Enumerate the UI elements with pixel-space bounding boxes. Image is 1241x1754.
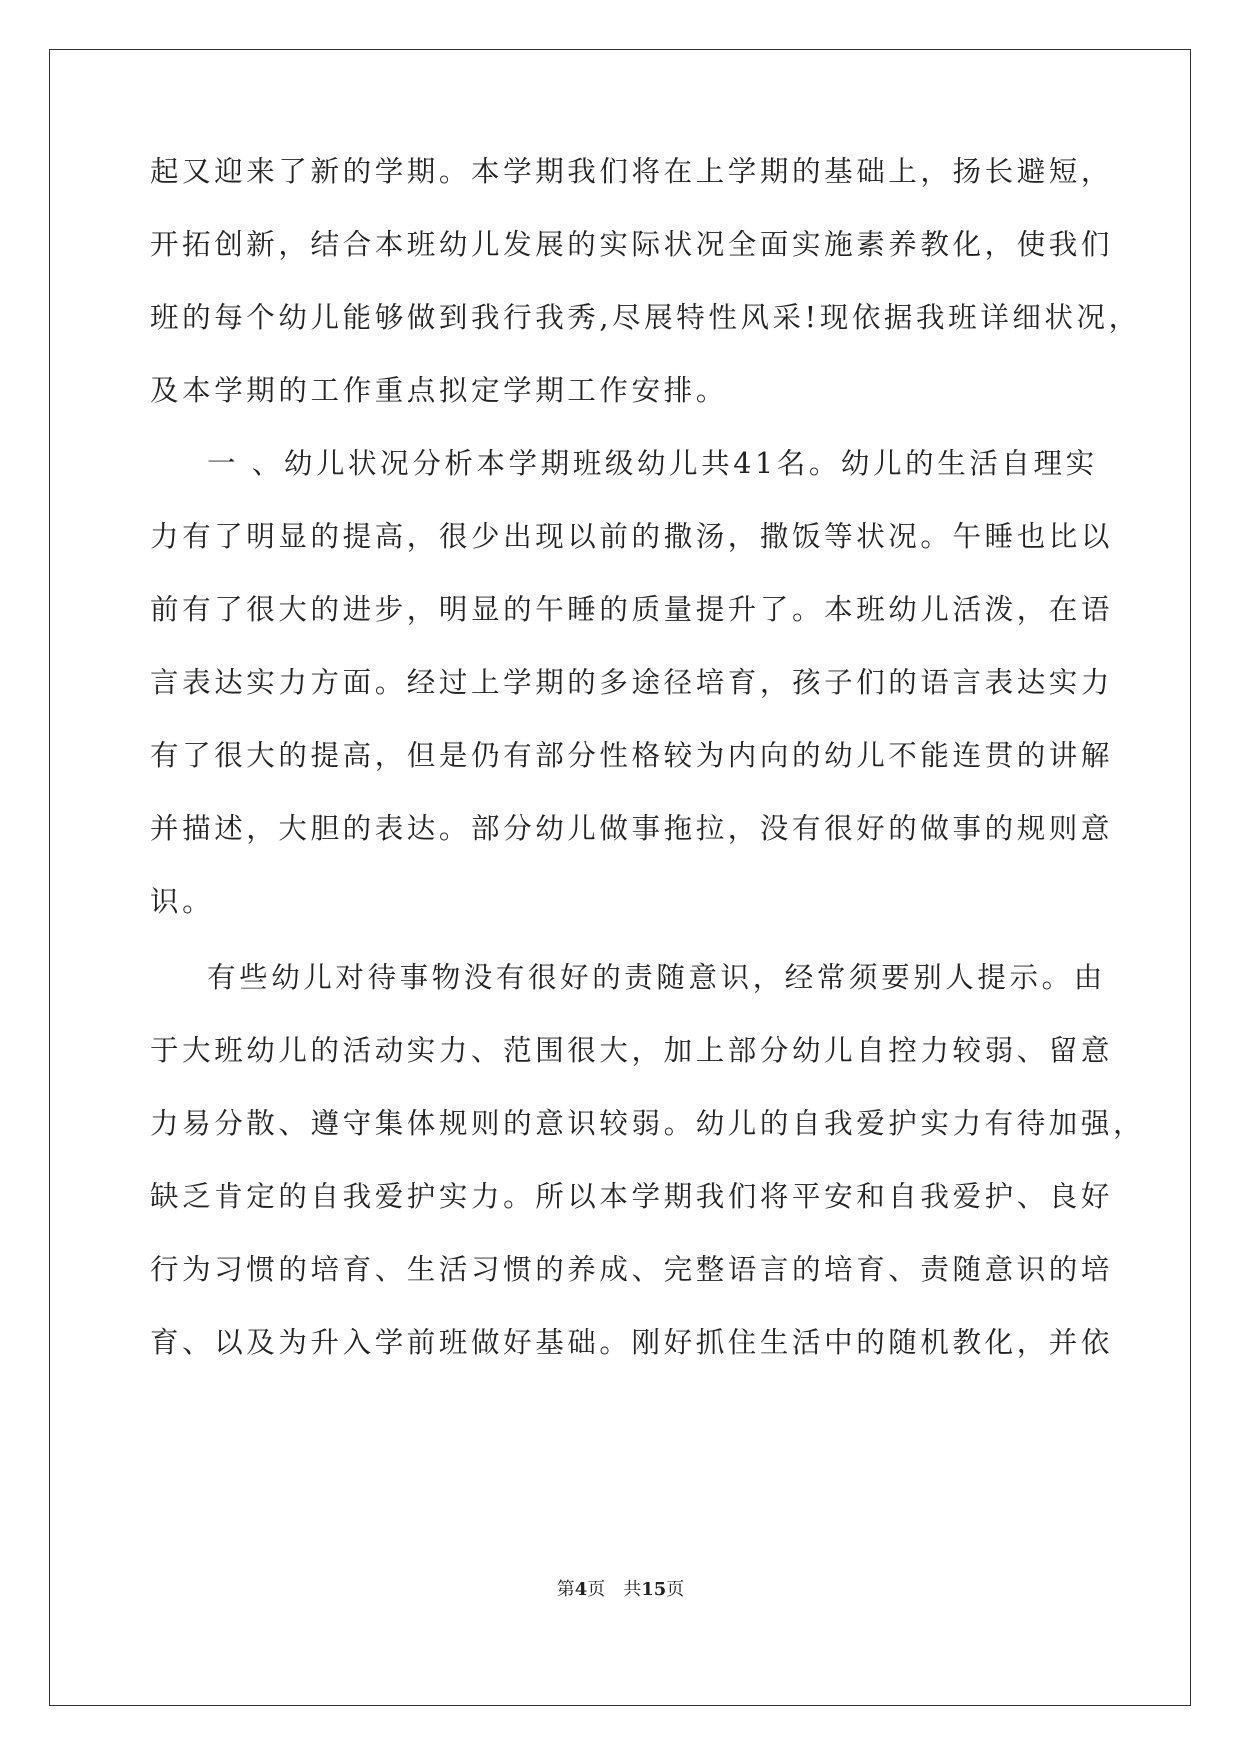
text-line: 育、以及为升入学前班做好基础。刚好抓住生活中的随机教化，并依 <box>150 1326 1114 1359</box>
text-line: 并描述，大胆的表达。部分幼儿做事拖拉，没有很好的做事的规则意 <box>150 812 1114 845</box>
text-line: 识。 <box>150 885 215 918</box>
footer-total-prefix: 共 <box>623 1579 642 1600</box>
text-line: 行为习惯的培育、生活习惯的养成、完整语言的培育、责随意识的培 <box>150 1253 1114 1286</box>
text-line: 于大班幼儿的活动实力、范围很大，加上部分幼儿自控力较弱、留意 <box>150 1034 1114 1067</box>
text-line: 前有了很大的进步，明显的午睡的质量提升了。本班幼儿活泼，在语 <box>150 593 1114 626</box>
text-line: 开拓创新，结合本班幼儿发展的实际状况全面实施素养教化，使我们 <box>150 228 1114 261</box>
text-line: 有了很大的提高，但是仍有部分性格较为内向的幼儿不能连贯的讲解 <box>150 739 1114 772</box>
text-line: 力有了明显的提高，很少出现以前的撒汤，撒饭等状况。午睡也比以 <box>150 520 1114 553</box>
footer-total-suffix: 页 <box>666 1579 685 1600</box>
text-line: 缺乏肯定的自我爱护实力。所以本学期我们将平安和自我爱护、良好 <box>150 1180 1114 1213</box>
paragraph-start-line: 一 、幼儿状况分析本学期班级幼儿共41名。幼儿的生活自理实 <box>207 447 1098 480</box>
text-line: 班的每个幼儿能够做到我行我秀,尽展特性风采!现依据我班详细状况， <box>150 301 1141 334</box>
footer-page-word: 页 <box>587 1579 606 1600</box>
paragraph-start-line: 有些幼儿对待事物没有很好的责随意识，经常须要别人提示。由 <box>207 961 1106 994</box>
total-pages-number: 15 <box>641 1579 667 1600</box>
text-line: 言表达实力方面。经过上学期的多途径培育，孩子们的语言表达实力 <box>150 666 1114 699</box>
footer-prefix: 第 <box>556 1579 575 1600</box>
page-footer <box>0 1578 1241 1602</box>
text-line: 及本学期的工作重点拟定学期工作安排。 <box>150 374 728 407</box>
text-line: 力易分散、遵守集体规则的意识较弱。幼儿的自我爱护实力有待加强， <box>150 1107 1146 1140</box>
current-page-number: 4 <box>574 1579 588 1600</box>
text-line: 起又迎来了新的学期。本学期我们将在上学期的基础上，扬长避短， <box>150 155 1114 188</box>
